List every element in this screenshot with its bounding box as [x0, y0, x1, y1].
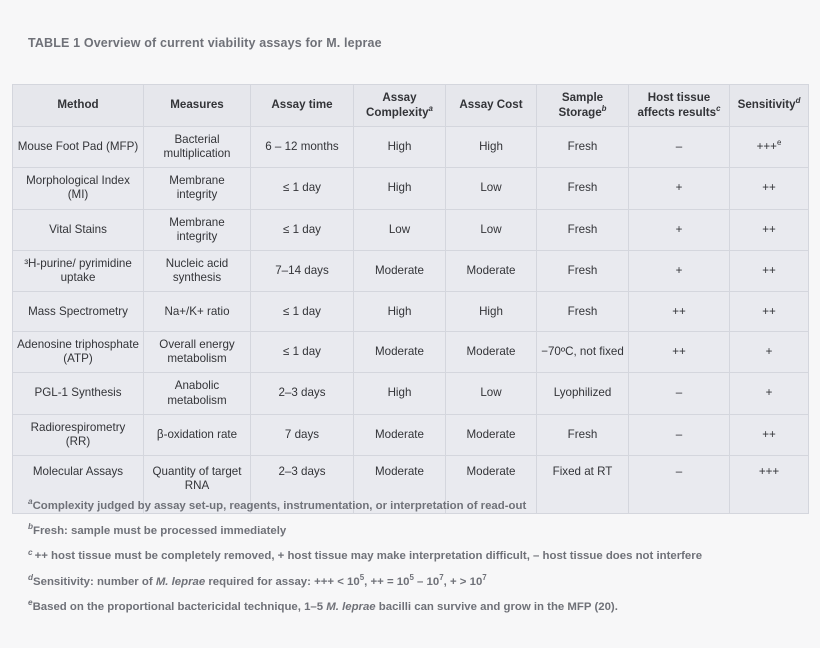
table-row: [13, 127, 809, 168]
cell-sensitivity: ++: [730, 250, 809, 291]
cell-cost: Low: [446, 168, 537, 209]
cell-storage: −70ºC, not fixed: [537, 332, 629, 373]
cell-method: Adenosine triphosphate (ATP): [13, 332, 144, 373]
column-header-sensitivity: [730, 85, 809, 127]
column-header-host-tissue: [629, 85, 730, 127]
column-header-sample-storage-label: Sample Storage: [558, 91, 604, 119]
cell-assay-time: ≤ 1 day: [251, 168, 354, 209]
table-caption: TABLE 1 Overview of current viability assays for M. leprae: [28, 36, 382, 50]
footnote-b: [28, 523, 798, 539]
cell-complexity: High: [354, 292, 446, 332]
footnote-d-exponent-4: 7: [482, 572, 487, 582]
table-row: [13, 250, 809, 291]
cell-method: Radiorespirometry (RR): [13, 414, 144, 455]
cell-assay-time: 7 days: [251, 414, 354, 455]
footnote-marker-c: c: [716, 103, 721, 113]
cell-sensitivity: ++: [730, 209, 809, 250]
cell-storage: Fresh: [537, 127, 629, 168]
cell-measures: Na+/K+ ratio: [144, 292, 251, 332]
cell-cost: High: [446, 292, 537, 332]
footnote-c: [28, 548, 798, 564]
table-row: [13, 332, 809, 373]
cell-sensitivity: ++: [730, 414, 809, 455]
cell-complexity: Moderate: [354, 332, 446, 373]
cell-host-tissue: –: [629, 455, 730, 513]
footnote-c-text: ++ host tissue must be completely removed, + host tissue may make interpretation difficult, – host tissue does not interfere: [34, 550, 703, 563]
cell-measures: Bacterial multiplication: [144, 127, 251, 168]
column-header-assay-cost: [446, 85, 537, 127]
column-header-method: [13, 85, 144, 127]
table-footnotes: [28, 498, 798, 615]
cell-storage: Fresh: [537, 250, 629, 291]
cell-complexity: Moderate: [354, 414, 446, 455]
footnote-c-marker: c: [28, 547, 33, 557]
footnote-marker-b: b: [601, 103, 607, 113]
cell-complexity: High: [354, 373, 446, 414]
cell-method: ³H-purine/ pyrimidine uptake: [13, 250, 144, 291]
cell-assay-time: 2–3 days: [251, 455, 354, 513]
footnote-a-text: Complexity judged by assay set-up, reagents, instrumentation, or interpretation of read-out: [32, 500, 527, 512]
cell-method: Mouse Foot Pad (MFP): [13, 127, 144, 168]
cell-measures: Nucleic acid synthesis: [144, 250, 251, 291]
cell-sensitivity: [730, 127, 809, 168]
cell-assay-time: 6 – 12 months: [251, 127, 354, 168]
cell-measures: Membrane integrity: [144, 168, 251, 209]
viability-assays-table-container: [12, 84, 808, 514]
cell-measures: β-oxidation rate: [144, 414, 251, 455]
footnote-d-middle-2: , ++ = 10: [364, 575, 410, 588]
column-header-assay-complexity: [354, 85, 446, 127]
cell-complexity: High: [354, 168, 446, 209]
cell-assay-time: ≤ 1 day: [251, 292, 354, 332]
cell-cost: Moderate: [446, 250, 537, 291]
table-row: [13, 373, 809, 414]
cell-complexity: High: [354, 127, 446, 168]
cell-complexity: Low: [354, 209, 446, 250]
footnote-d-exponent-2: 5: [409, 572, 414, 582]
viability-assays-table: [12, 84, 809, 514]
cell-sensitivity: +++: [730, 455, 809, 513]
footnote-d-prefix: Sensitivity: number of: [33, 575, 156, 588]
column-header-measures-label: Measures: [170, 98, 224, 112]
cell-cost: Moderate: [446, 332, 537, 373]
cell-storage: Fresh: [537, 414, 629, 455]
footnote-d: [28, 574, 798, 590]
cell-host-tissue: ++: [629, 292, 730, 332]
column-header-assay-complexity-label: Assay Complexity: [366, 91, 429, 119]
footnote-e-suffix: bacilli can survive and grow in the MFP (20).: [375, 600, 618, 613]
cell-host-tissue: –: [629, 373, 730, 414]
footnote-e-prefix: Based on the proportional bactericidal technique, 1–5: [32, 600, 327, 613]
cell-assay-time: 7–14 days: [251, 250, 354, 291]
footnote-d-middle: required for assay: +++ < 10: [205, 575, 360, 588]
table-row: [13, 292, 809, 332]
footnote-d-marker: d: [28, 572, 34, 582]
column-header-host-tissue-label: Host tissue affects results: [637, 91, 717, 119]
cell-sensitivity: +: [730, 373, 809, 414]
footnote-marker-e: e: [776, 138, 782, 148]
table-row: [13, 414, 809, 455]
table-row: [13, 168, 809, 209]
cell-method: Morphological Index (MI): [13, 168, 144, 209]
footnote-e: [28, 599, 798, 615]
cell-method: Mass Spectrometry: [13, 292, 144, 332]
cell-measures: Membrane integrity: [144, 209, 251, 250]
cell-host-tissue: –: [629, 414, 730, 455]
footnote-b-marker: b: [28, 522, 34, 532]
cell-assay-time: ≤ 1 day: [251, 332, 354, 373]
cell-host-tissue: +: [629, 209, 730, 250]
cell-cost: Low: [446, 209, 537, 250]
cell-method: PGL-1 Synthesis: [13, 373, 144, 414]
cell-method: Vital Stains: [13, 209, 144, 250]
column-header-assay-time-label: Assay time: [271, 98, 333, 112]
table-header-row-group: [13, 85, 809, 127]
footnote-a-marker: a: [28, 497, 33, 507]
cell-host-tissue: +: [629, 250, 730, 291]
cell-cost: Moderate: [446, 414, 537, 455]
cell-method: Molecular Assays: [13, 455, 144, 513]
column-header-method-label: Method: [57, 98, 99, 112]
cell-sensitivity: ++: [730, 168, 809, 209]
cell-storage: Fixed at RT: [537, 455, 629, 513]
column-header-sample-storage: [537, 85, 629, 127]
cell-storage: Fresh: [537, 292, 629, 332]
footnote-d-exponent-1: 5: [359, 572, 365, 582]
footnote-a: [28, 498, 798, 514]
cell-host-tissue: ++: [629, 332, 730, 373]
cell-host-tissue: +: [629, 168, 730, 209]
table-body: [13, 127, 809, 514]
column-header-assay-time: [251, 85, 354, 127]
cell-storage: Lyophilized: [537, 373, 629, 414]
footnote-d-middle-4: , + > 10: [443, 575, 483, 588]
footnote-d-exponent-3: 7: [439, 572, 444, 582]
cell-sensitivity-value: +++: [756, 140, 777, 154]
cell-assay-time: ≤ 1 day: [251, 209, 354, 250]
cell-complexity: Moderate: [354, 455, 446, 513]
cell-cost: Low: [446, 373, 537, 414]
cell-measures: Quantity of target RNA: [144, 455, 251, 513]
column-header-sensitivity-label: Sensitivity: [737, 98, 796, 112]
footnote-d-species: M. leprae: [155, 575, 206, 588]
cell-sensitivity: +: [730, 332, 809, 373]
cell-measures: Overall energy metabolism: [144, 332, 251, 373]
table-row: [13, 209, 809, 250]
cell-measures: Anabolic metabolism: [144, 373, 251, 414]
footnote-marker-d: d: [795, 96, 801, 106]
cell-sensitivity: ++: [730, 292, 809, 332]
cell-host-tissue: –: [629, 127, 730, 168]
cell-complexity: Moderate: [354, 250, 446, 291]
footnote-b-text: Fresh: sample must be processed immediately: [33, 525, 287, 538]
cell-cost: High: [446, 127, 537, 168]
column-header-assay-cost-label: Assay Cost: [459, 98, 523, 112]
table-header-row: [13, 85, 809, 127]
footnote-marker-a: a: [428, 103, 433, 113]
column-header-measures: [144, 85, 251, 127]
cell-assay-time: 2–3 days: [251, 373, 354, 414]
cell-storage: Fresh: [537, 209, 629, 250]
footnote-d-middle-3: – 10: [413, 575, 440, 588]
footnote-e-species: M. leprae: [326, 600, 376, 613]
footnote-e-marker: e: [28, 597, 33, 607]
cell-storage: Fresh: [537, 168, 629, 209]
cell-cost: Moderate: [446, 455, 537, 513]
